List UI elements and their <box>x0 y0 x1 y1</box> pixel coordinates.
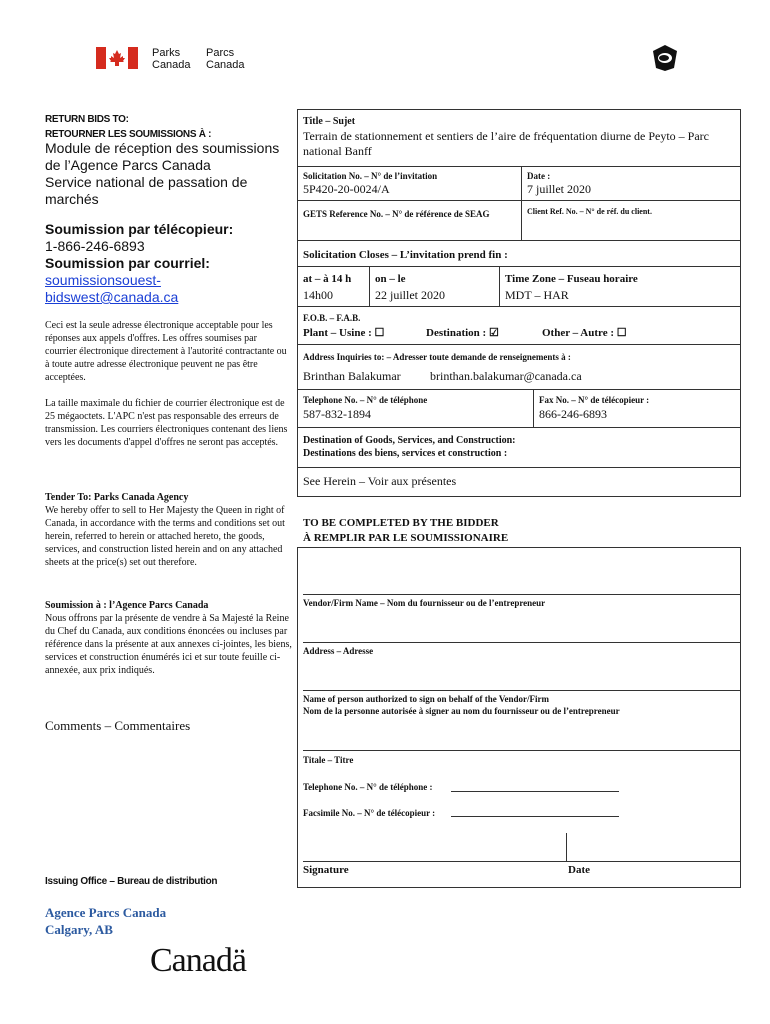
at-value: 14h00 <box>303 288 333 302</box>
address-field[interactable]: Address – Adresse <box>303 646 374 656</box>
destination-checkbox[interactable]: Destination : ☑ <box>426 327 499 339</box>
inquiries-label: Address Inquiries to: – Adresser toute demande de renseignements à : <box>303 352 571 362</box>
title-field[interactable]: Titale – Titre <box>303 755 354 765</box>
agency-name: Agence Parcs Canada <box>45 905 167 920</box>
bidder-heading-fr: À REMPLIR PAR LE SOUMISSIONAIRE <box>303 532 509 544</box>
timezone-value: MDT – HAR <box>505 288 569 302</box>
email-note-2: La taille maximale du fichier de courrier électronique est de 25 mégaoctets. L'APC n'est pas responsable des erreurs de transmission. Les courriers électroniques contenant des liens vers les documents d'appel d'offres ne seront pas acceptés. <box>45 398 288 448</box>
gets-label: GETS Reference No. – N° de référence de SEAG <box>303 209 490 219</box>
tender-heading: Tender To: Parks Canada Agency <box>45 492 189 503</box>
destination-value: See Herein – Voir aux présentes <box>303 474 457 488</box>
telephone-value: 587-832-1894 <box>303 407 371 421</box>
signature-field[interactable]: Signature <box>303 864 349 876</box>
canada-flag-icon <box>96 47 138 69</box>
fob-label: F.O.B. – F.A.B. <box>303 313 361 323</box>
bidder-fax-label: Facsimile No. – N° de télécopieur : <box>303 808 436 818</box>
return-bids-en: RETURN BIDS TO: <box>45 114 129 125</box>
fax-label: Fax No. – N° de télécopieur : <box>539 395 650 405</box>
on-label: on – le <box>375 273 406 285</box>
destination-label-fr: Destinations des biens, services et construction : <box>303 448 508 459</box>
authorized-person-field[interactable]: Name of person authorized to sign on behalf of the Vendor/Firm <box>303 694 549 704</box>
bid-email-link[interactable]: soumissionsouest- bidswest@canada.ca <box>45 272 179 305</box>
fax-value: 866-246-6893 <box>539 407 607 421</box>
title-value: Terrain de stationnement et sentiers de l’aire de fréquentation diurne de Peyto – Parc national Banff <box>303 129 710 158</box>
contact-name: Brinthan Balakumar <box>303 369 401 383</box>
bidder-fax-field[interactable] <box>451 816 619 817</box>
email-note-1: Ceci est la seule adresse électronique acceptable pour les réponses aux appels d'offres. Les offres soumises par courrier électronique directement à l'autorité contractante ou à toute autre adresse électronique peuvent ne pas être acceptées. <box>45 320 287 383</box>
date-label: Date : <box>527 171 551 181</box>
canada-wordmark: Canadä <box>150 942 246 979</box>
comments-label: Comments – Commentaires <box>45 718 191 733</box>
title-label: Title – Sujet <box>303 116 356 127</box>
bidder-heading-en: TO BE COMPLETED BY THE BIDDER <box>303 517 499 529</box>
parks-en: Parks <box>152 47 181 59</box>
closes-label: Solicitation Closes – L’invitation prend fin : <box>303 249 508 261</box>
bidder-telephone-field[interactable] <box>451 791 619 792</box>
soumission-body: Nous offrons par la présente de vendre à Sa Majesté la Reine du Chef du Canada, aux conditions énoncées ou incluses par référence dans la présente at aux annexes ci-jointes, les biens, services et construction énumérés ici et sur toute feuille ci-annexée, aux prix indiqués. <box>45 613 292 676</box>
return-bids-fr: RETOURNER LES SOUMISSIONS À : <box>45 129 212 140</box>
solicitation-label: Solicitation No. – N° de l’invitation <box>303 171 438 181</box>
client-ref-label: Client Ref. No. – N° de réf. du client. <box>527 207 652 216</box>
fax-number: 1-866-246-6893 <box>45 238 145 254</box>
parks-canada-beaver-logo <box>652 44 678 72</box>
fax-heading: Soumission par télécopieur: <box>45 221 234 237</box>
telephone-label: Telephone No. – N° de téléphone <box>303 395 428 405</box>
canada-fr: Canada <box>206 59 245 71</box>
issuing-office-label: Issuing Office – Bureau de distribution <box>45 876 218 887</box>
date-value: 7 juillet 2020 <box>527 182 591 196</box>
agency-city: Calgary, AB <box>45 922 113 937</box>
email-heading: Soumission par courriel: <box>45 255 210 271</box>
on-value: 22 juillet 2020 <box>375 288 445 302</box>
timezone-label: Time Zone – Fuseau horaire <box>505 273 638 285</box>
soumission-heading: Soumission à : l’Agence Parcs Canada <box>45 600 209 611</box>
bidder-telephone-label: Telephone No. – N° de téléphone : <box>303 782 433 792</box>
at-label: at – à 14 h <box>303 273 352 285</box>
other-checkbox[interactable]: Other – Autre : ☐ <box>542 327 627 339</box>
parks-canada-signature <box>96 47 256 73</box>
vendor-name-field[interactable]: Vendor/Firm Name – Nom du fournisseur ou de l’entrepreneur <box>303 598 546 608</box>
authorized-person-field-fr: Nom de la personne autorisée à signer au nom du fournisseur ou de l’entrepreneur <box>303 706 620 716</box>
parks-fr: Parcs <box>206 47 235 59</box>
date-field[interactable]: Date <box>568 864 590 876</box>
solicitation-value: 5P420-20-0024/A <box>303 182 390 196</box>
return-address: Module de réception des soumissions de l’Agence Parcs Canada Service national de passation de marchés <box>45 140 280 207</box>
canada-en: Canada <box>152 59 191 71</box>
plant-checkbox[interactable]: Plant – Usine : ☐ <box>303 327 385 339</box>
contact-email: brinthan.balakumar@canada.ca <box>430 369 582 383</box>
destination-label-en: Destination of Goods, Services, and Construction: <box>303 435 516 446</box>
tender-body: We hereby offer to sell to Her Majesty the Queen in right of Canada, in accordance with the terms and conditions set out herein, referred to herein or attached hereto, the goods, services, and construction listed herein and on any attached sheets at the price(s) set out therefore. <box>45 505 285 568</box>
